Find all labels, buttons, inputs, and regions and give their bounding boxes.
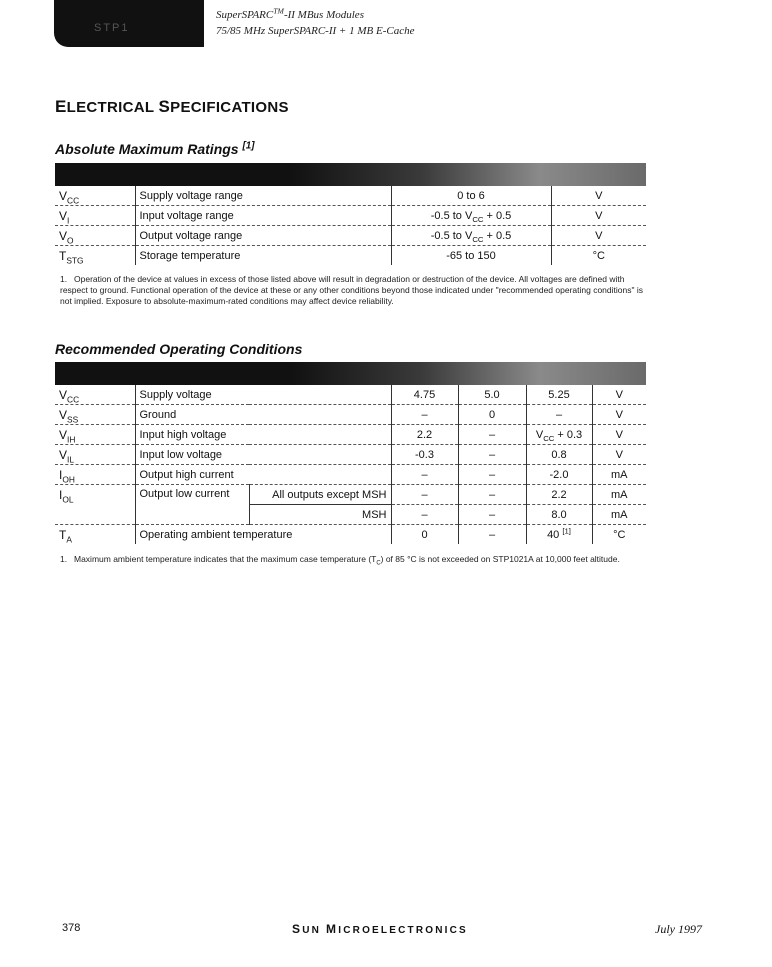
table-row: $V_I$ Input voltage range -0.5 to $V_{CC} + 0.5$ V: [55, 206, 646, 226]
header-title-line1: SuperSPARC™-II MBus Modules: [216, 6, 364, 21]
table-header-band: [55, 362, 646, 385]
table-row: $T_A$ Operating ambient temperature 0 – 40 [1] °C: [55, 525, 646, 545]
page-number: 378: [62, 922, 81, 934]
amr-footnote: 1. Operation of the device at values in excess of those listed above will result in degradation or destruction of the device. All voltages are defined with respect to ground. Functional operation of the device at these or any other conditions beyond those indicated under "recommended operating conditions" is not implied. Exposure to absolute-maximum-rated conditions may affect device reliability.: [60, 274, 643, 306]
table-row: $T_{STG}$ Storage temperature -65 to 150 °C: [55, 246, 646, 266]
table-row: $V_{IL}$ Input low voltage -0.3 – 0.8 V: [55, 445, 646, 465]
roc-footnote: 1. Maximum ambient temperature indicates that the maximum case temperature $(T_C)$ of 85 °C is not exceeded on STP1021A at 10,000 feet altitude.: [60, 554, 620, 567]
footer-brand: SUN MICROELECTRONICS: [292, 922, 468, 936]
table-row: $V_{IH}$ Input high voltage 2.2 – $V_{CC} + 0.3$ V: [55, 425, 646, 445]
amr-table: [55, 163, 646, 265]
roc-table: [55, 362, 646, 544]
header-tab: [54, 0, 204, 47]
table-row: $I_{OH}$ Output high current – – -2.0 mA: [55, 465, 646, 485]
table-row: $V_{CC}$ Supply voltage range 0 to 6 V: [55, 186, 646, 206]
header-tab-text: STP1: [94, 22, 130, 34]
section-title: ELECTRICAL SPECIFICATIONS: [55, 97, 289, 116]
footer-date: July 1997: [655, 922, 702, 936]
header-title-line2: 75/85 MHz SuperSPARC-II + 1 MB E-Cache: [216, 25, 415, 37]
table-row: $I_{OL}$ Output low current All outputs except MSH – – 2.2 mA: [55, 485, 646, 505]
amr-title: Absolute Maximum Ratings [1]: [55, 140, 255, 157]
table-header-band: [55, 163, 646, 186]
table-row: $V_O$ Output voltage range -0.5 to $V_{CC} + 0.5$ V: [55, 226, 646, 246]
table-row: MSH – – 8.0 mA: [55, 505, 646, 525]
roc-title: Recommended Operating Conditions: [55, 341, 303, 357]
table-row: $V_{CC}$ Supply voltage 4.75 5.0 5.25 V: [55, 385, 646, 405]
table-row: $V_{SS}$ Ground – 0 – V: [55, 405, 646, 425]
